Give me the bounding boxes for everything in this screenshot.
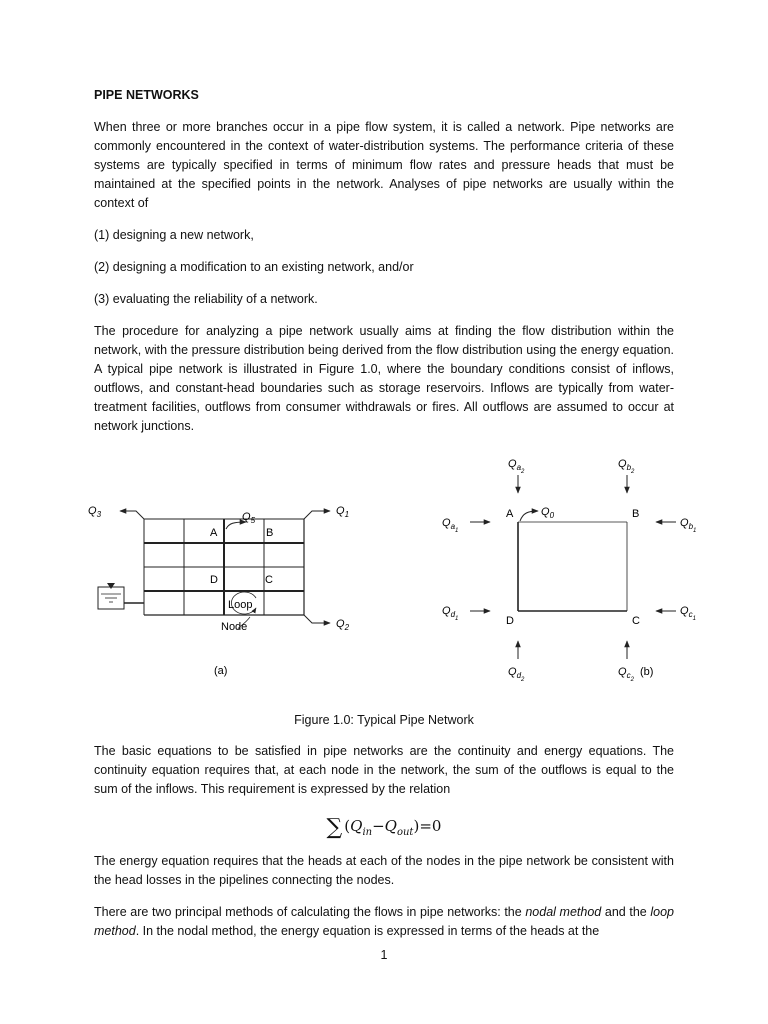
loop-label: Loop — [228, 599, 253, 611]
methods-paragraph: There are two principal methods of calculating the flows in pipe networks: the nodal method and the loop method. In the nodal method, the energy equation is expressed in terms of the heads at the — [94, 905, 674, 938]
page-number: 1 — [380, 948, 388, 962]
intro-paragraph: When three or more branches occur in a pipe flow system, it is called a network. Pipe networks are commonly encountered in the context of water-distribution systems. The performance criteria of these systems are typically specified in terms of minimum flow rates and pressure heads that must be maintained at the specified points in the network. Analyses of pipe networks are usually within the context of — [94, 120, 674, 210]
energy-paragraph: The energy equation requires that the heads at each of the nodes in the pipe network be consistent with the head losses in the pipelines connecting the nodes. — [94, 854, 674, 887]
figure-1 — [74, 449, 697, 701]
figure-a-grid-network — [74, 449, 364, 701]
label-qd2: $Q_{d2}$ — [508, 666, 525, 683]
node-b-label: B — [632, 508, 640, 520]
sigma-symbol: ∑ — [326, 815, 343, 840]
node-d-label: D — [506, 615, 514, 627]
label-q3: $Q_3$ — [88, 505, 102, 519]
label-qb2: $Q_{b2}$ — [618, 458, 635, 475]
procedure-paragraph: The procedure for analyzing a pipe network usually aims at finding the flow distribution within the network, with the pressure distribution being derived from the flow distribution using the energy equation. A typical pipe network is illustrated in Figure 1.0, where the boundary conditions consist of inflows, outflows, and constant-head boundaries such as storage reservoirs. Inflows are typically from water-treatment facilities, outflows from consumer withdrawals or fires. All outflows are assumed to occur at network junctions. — [94, 324, 674, 433]
node-c-label: C — [632, 615, 640, 627]
label-qd1: $Q_{d1}$ — [442, 605, 459, 622]
node-d-label: D — [210, 574, 218, 586]
document-page — [88, 86, 697, 954]
node-b-label: B — [266, 527, 274, 539]
list-item-1: (1) designing a new network, — [94, 228, 254, 242]
node-c-label: C — [265, 574, 273, 586]
label-q1: $Q_1$ — [336, 505, 350, 519]
label-q0: $Q_0$ — [541, 506, 555, 520]
node-callout-label: Node — [221, 621, 248, 633]
label-qc1: $Q_{c1}$ — [680, 605, 696, 622]
label-qc2: $Q_{c2}$ — [618, 666, 634, 683]
figure-b-label: (b) — [640, 666, 654, 678]
label-q2: $Q_2$ — [336, 618, 350, 632]
list-item-3: (3) evaluating the reliability of a network. — [94, 292, 318, 306]
node-a-label: A — [210, 527, 218, 539]
node-a-label: A — [506, 508, 514, 520]
nodal-method-term: nodal method — [525, 905, 602, 919]
section-heading: PIPE NETWORKS — [94, 88, 199, 102]
continuity-equation: ∑ $(Q_{in}-Q_{out})=0$ — [326, 815, 442, 840]
q-in: $Q_{in}$ — [350, 817, 373, 838]
label-qb1: $Q_{b1}$ — [680, 517, 697, 534]
q-out: $Q_{out}$ — [384, 817, 414, 838]
label-q5: $Q_5$ — [242, 511, 256, 525]
figure-caption: Figure 1.0: Typical Pipe Network — [294, 713, 474, 727]
figure-a-label: (a) — [214, 665, 228, 677]
label-qa2: $Q_{a2}$ — [508, 458, 525, 475]
label-qa1: $Q_{a1}$ — [442, 517, 459, 534]
continuity-paragraph: The basic equations to be satisfied in pipe networks are the continuity and energy equations. The continuity equation requires that, at each node in the network, the sum of the outflows is equal to the sum of the inflows. This requirement is expressed by the relation — [94, 744, 674, 796]
loop-method-term: loop method — [94, 905, 674, 938]
figure-b-square-network — [404, 449, 704, 701]
list-item-2: (2) designing a modification to an existing network, and/or — [94, 260, 414, 274]
